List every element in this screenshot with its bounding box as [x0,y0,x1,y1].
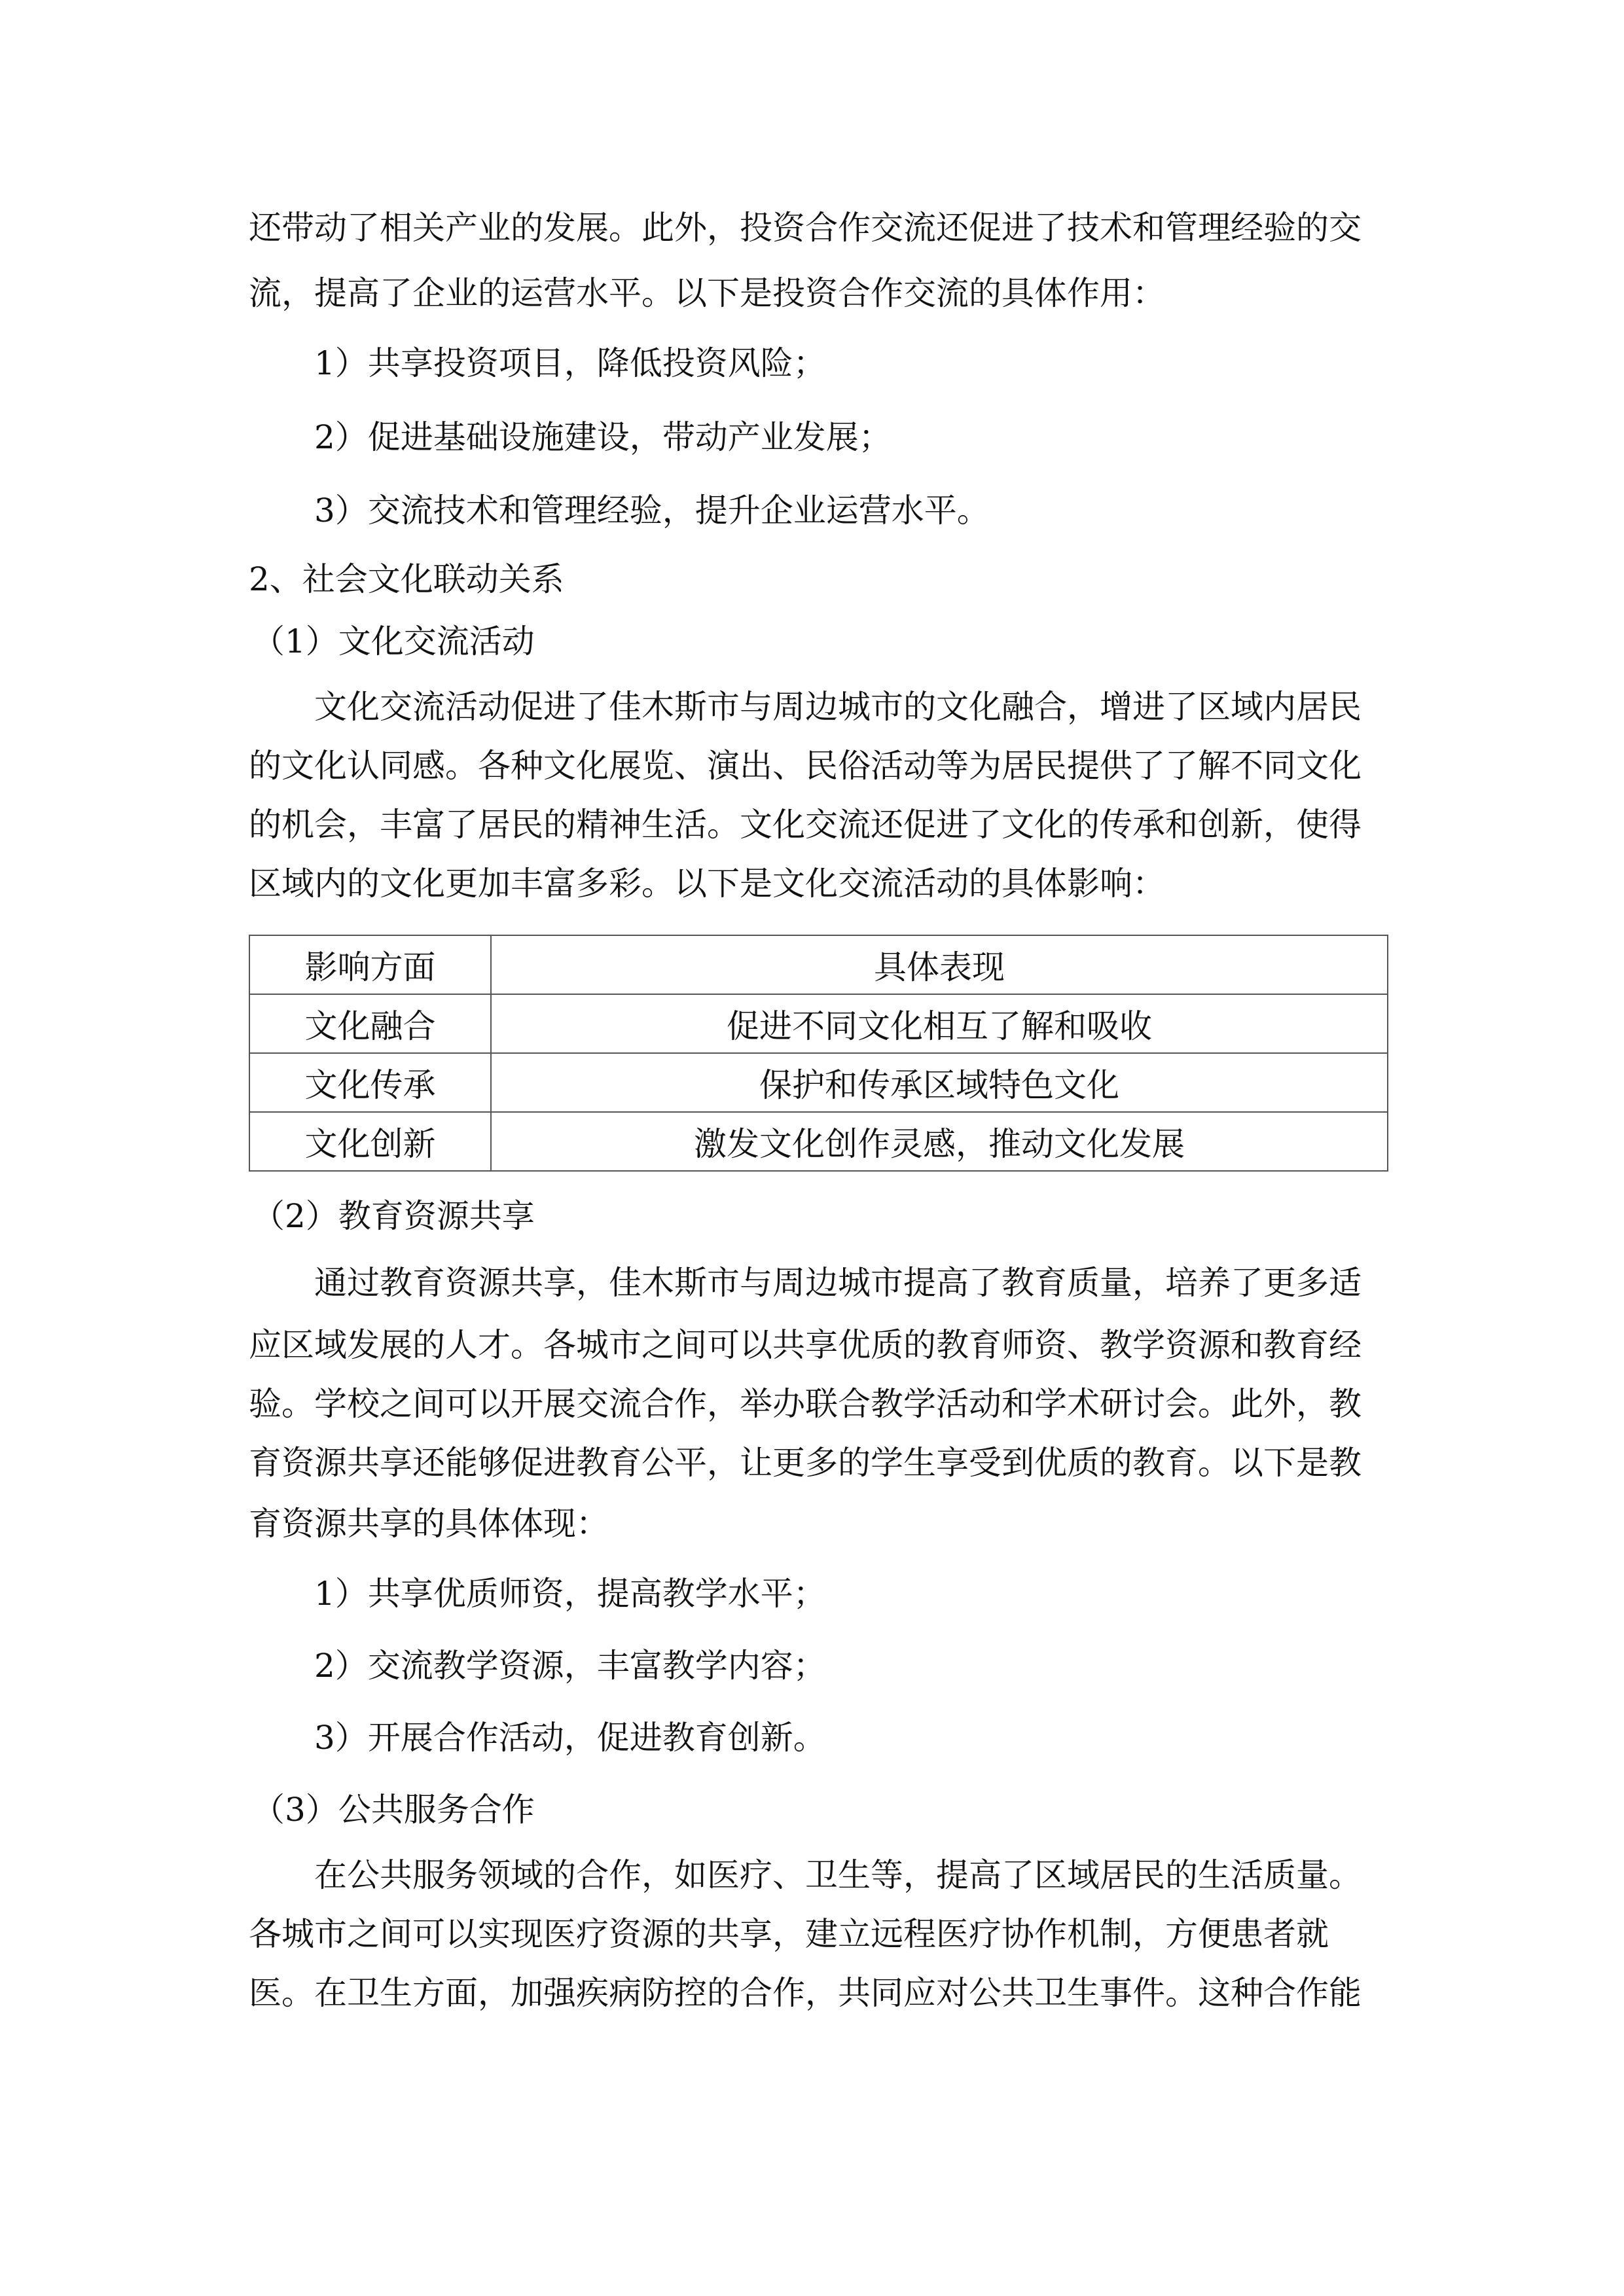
subsection-title: （1）文化交流活动 [252,622,535,660]
table-cell: 激发文化创作灵感，推动文化发展 [491,1112,1388,1171]
table-row [249,1053,1388,1112]
paragraph-line: 育资源共享的具体体现： [249,1505,609,1543]
list-item: 1）共享优质师资，提高教学水平； [314,1575,826,1613]
subsection-title: （3）公共服务合作 [252,1791,535,1829]
paragraph-line: 验。学校之间可以开展交流合作，举办联合教学活动和学术研讨会。此外，教 [249,1385,1362,1423]
paragraph-line: 还带动了相关产业的发展。此外，投资合作交流还促进了技术和管理经验的交 [249,209,1362,247]
table-cell: 保护和传承区域特色文化 [491,1053,1388,1112]
paragraph-line: 通过教育资源共享，佳木斯市与周边城市提高了教育质量，培养了更多适 [314,1264,1362,1302]
paragraph-line: 区域内的文化更加丰富多彩。以下是文化交流活动的具体影响： [249,865,1165,903]
paragraph-line: 文化交流活动促进了佳木斯市与周边城市的文化融合，增进了区域内居民 [314,688,1362,726]
list-item: 2）促进基础设施建设，带动产业发展； [314,418,892,456]
table-header-cell: 具体表现 [491,935,1388,994]
table-cell: 文化创新 [249,1112,491,1171]
paragraph-line: 在公共服务领域的合作，如医疗、卫生等，提高了区域居民的生活质量。 [314,1856,1362,1894]
table-header-row [249,935,1388,994]
subsection-title: （2）教育资源共享 [252,1197,535,1235]
list-item: 1）共享投资项目，降低投资风险； [314,344,826,382]
paragraph-line: 育资源共享还能够促进教育公平，让更多的学生享受到优质的教育。以下是教 [249,1444,1362,1482]
section-heading: 2、社会文化联动关系 [249,560,564,598]
table-row [249,1112,1388,1171]
table-cell: 文化融合 [249,994,491,1053]
paragraph-line: 的机会，丰富了居民的精神生活。文化交流还促进了文化的传承和创新，使得 [249,806,1362,844]
paragraph-line: 医。在卫生方面，加强疾病防控的合作，共同应对公共卫生事件。这种合作能 [249,1974,1362,2012]
paragraph-line: 流，提高了企业的运营水平。以下是投资合作交流的具体作用： [249,274,1165,312]
list-item: 3）交流技术和管理经验，提升企业运营水平。 [314,492,990,529]
paragraph-line: 的文化认同感。各种文化展览、演出、民俗活动等为居民提供了了解不同文化 [249,747,1362,785]
table-row [249,994,1388,1053]
impact-table [249,935,1388,1172]
table-cell: 促进不同文化相互了解和吸收 [491,994,1388,1053]
paragraph-line: 应区域发展的人才。各城市之间可以共享优质的教育师资、教学资源和教育经 [249,1326,1362,1364]
list-item: 2）交流教学资源，丰富教学内容； [314,1647,826,1685]
table-cell: 文化传承 [249,1053,491,1112]
table-header-cell: 影响方面 [249,935,491,994]
list-item: 3）开展合作活动，促进教育创新。 [314,1719,826,1757]
paragraph-line: 各城市之间可以实现医疗资源的共享，建立远程医疗协作机制，方便患者就 [249,1915,1329,1953]
